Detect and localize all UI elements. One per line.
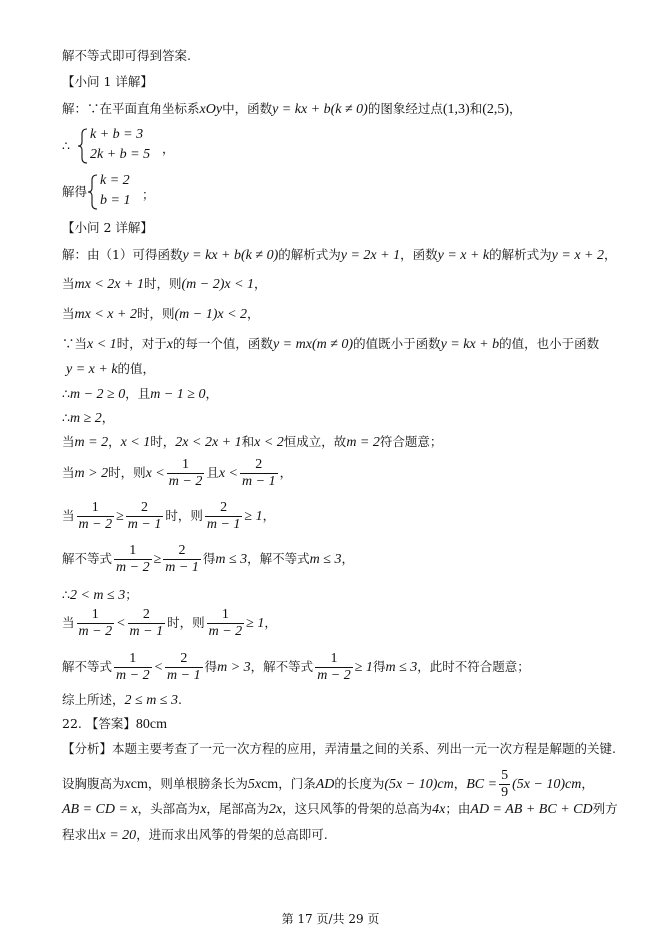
text: 的值，也小于函数 bbox=[499, 336, 600, 351]
math: y = kx + b bbox=[182, 248, 242, 263]
math: 4x bbox=[432, 802, 446, 817]
denominator: m − 1 bbox=[206, 517, 241, 532]
text-line bbox=[62, 246, 617, 265]
math: m = 2 bbox=[346, 435, 380, 450]
math: y = mx bbox=[272, 337, 312, 352]
math: x < bbox=[145, 466, 165, 481]
text: 中，函数 bbox=[222, 101, 273, 116]
text: 当 bbox=[62, 508, 75, 523]
math: (k ≠ 0) bbox=[241, 248, 279, 263]
denominator: m − 2 bbox=[78, 517, 113, 532]
math: (1,3) bbox=[442, 102, 470, 117]
math: ≥ 1 bbox=[354, 660, 373, 675]
numerator: 5 bbox=[501, 768, 509, 783]
text: 【分析】本题主要考查了一元一次方程的应用，弄清量之间的关系、列出一元一次方程是解题的关键. bbox=[62, 741, 616, 756]
text: 时，则 bbox=[108, 465, 146, 480]
text-line bbox=[62, 100, 522, 119]
denominator: m − 1 bbox=[242, 474, 276, 489]
fraction bbox=[114, 543, 152, 576]
text: 解：∵在平面直角坐标系 bbox=[62, 101, 200, 116]
text: ， bbox=[108, 434, 121, 449]
text: 得 bbox=[204, 659, 218, 674]
fraction bbox=[167, 457, 205, 490]
numerator: 1 bbox=[114, 651, 152, 668]
math: (5x − 10)cm bbox=[384, 777, 454, 792]
text: ， bbox=[247, 306, 260, 321]
denominator: m − 1 bbox=[167, 668, 201, 683]
text: 和 bbox=[241, 434, 255, 449]
math: mx < 2x + 1 bbox=[74, 277, 144, 292]
text: ， bbox=[264, 615, 277, 630]
text-line bbox=[62, 800, 618, 819]
denominator: m − 2 bbox=[78, 624, 113, 639]
text: 当 bbox=[62, 615, 75, 630]
numerator: 1 bbox=[167, 457, 205, 474]
text: 解：由（1）可得函数 bbox=[62, 247, 183, 262]
text-line bbox=[62, 275, 267, 294]
text-line bbox=[62, 651, 530, 684]
unit: cm bbox=[130, 777, 148, 792]
solution-system bbox=[62, 172, 262, 212]
math: ≥ 1 bbox=[246, 616, 265, 631]
text: ， bbox=[205, 386, 218, 401]
math: y = x + k bbox=[66, 362, 118, 377]
equation: k = 2 bbox=[100, 173, 130, 188]
equation: k + b = 3 bbox=[90, 127, 144, 142]
text: 时，则 bbox=[165, 508, 203, 523]
text: . bbox=[178, 692, 182, 707]
math: 5x bbox=[247, 777, 262, 792]
numerator: 2 bbox=[240, 457, 278, 474]
text-line bbox=[62, 335, 599, 354]
text: 列方 bbox=[592, 801, 618, 816]
fraction bbox=[315, 651, 353, 684]
equation-system bbox=[62, 126, 262, 166]
text: 的解析式为 bbox=[278, 247, 341, 262]
fraction bbox=[499, 768, 510, 801]
text: 解不等式 bbox=[62, 659, 113, 674]
denominator: m − 2 bbox=[317, 668, 351, 683]
section-heading-q2 bbox=[62, 219, 153, 237]
math: m ≤ 3 bbox=[385, 660, 418, 675]
math: ≥ 1 bbox=[244, 509, 263, 524]
math: AD = AB + BC + CD bbox=[470, 802, 593, 817]
text: 得 bbox=[372, 659, 386, 674]
math: 2x < 2x + 1 bbox=[175, 435, 242, 450]
page-number-footer: 第 17 页/共 29 页 bbox=[281, 912, 380, 926]
equation: 2k + b = 5 bbox=[90, 147, 151, 162]
therefore-symbol: ∴ bbox=[62, 386, 70, 401]
text: ， bbox=[509, 101, 522, 116]
math: xOy bbox=[199, 102, 223, 117]
text: 解不等式 bbox=[62, 551, 113, 566]
text: ， bbox=[162, 141, 175, 156]
math: (5x − 10)cm bbox=[512, 777, 582, 792]
math: m ≥ 2 bbox=[69, 411, 102, 426]
fraction bbox=[77, 500, 115, 533]
answer-line bbox=[62, 715, 167, 734]
text: ， bbox=[101, 410, 115, 425]
text-line bbox=[62, 385, 218, 404]
math: y = kx + b bbox=[272, 102, 331, 117]
fraction bbox=[205, 500, 243, 533]
text: 综上所述， bbox=[62, 692, 125, 707]
text: 得 bbox=[202, 551, 216, 566]
math: m − 1 ≥ 0 bbox=[150, 387, 206, 402]
numerator: 2 bbox=[165, 651, 203, 668]
text-line bbox=[62, 433, 442, 452]
math: y = x + 2 bbox=[551, 248, 604, 263]
brace-icon bbox=[88, 174, 98, 210]
denominator: m − 2 bbox=[208, 624, 243, 639]
text-line bbox=[62, 691, 182, 710]
section-heading-q1 bbox=[62, 73, 153, 91]
text: ，则单根膀条长为 bbox=[147, 776, 248, 791]
text: 当 bbox=[62, 465, 75, 480]
numerator: 1 bbox=[315, 651, 353, 668]
math: m > 2 bbox=[74, 466, 109, 481]
fraction bbox=[207, 607, 245, 640]
therefore-symbol: ∴ bbox=[62, 410, 70, 425]
sentence: 解不等式即可得到答案. bbox=[62, 48, 191, 63]
text-line bbox=[62, 826, 328, 845]
denominator: m − 1 bbox=[129, 624, 164, 639]
text: ，头部高为 bbox=[137, 801, 201, 816]
numerator: 1 bbox=[207, 607, 245, 624]
text: ， bbox=[604, 247, 617, 262]
fraction bbox=[240, 457, 278, 490]
math: ≥ bbox=[116, 509, 124, 524]
text: ，解不等式 bbox=[247, 551, 310, 566]
heading-text: 【小问 1 详解】 bbox=[62, 74, 153, 89]
text-line bbox=[62, 768, 594, 801]
text: ，函数 bbox=[400, 247, 438, 262]
fraction bbox=[163, 543, 201, 576]
text: ； bbox=[142, 187, 155, 202]
text: 且 bbox=[206, 465, 219, 480]
text: 22. 【答案】 bbox=[62, 716, 136, 731]
text: 时，则 bbox=[167, 615, 205, 630]
equation: b = 1 bbox=[100, 193, 131, 208]
math: y = kx + b bbox=[440, 337, 500, 352]
text: 的每一个值，函数 bbox=[172, 336, 273, 351]
analysis-line bbox=[62, 740, 616, 758]
text: 的值既小于函数 bbox=[353, 336, 441, 351]
text: ， bbox=[254, 276, 267, 291]
numerator: 2 bbox=[205, 500, 243, 517]
text: 的解析式为 bbox=[489, 247, 552, 262]
text: 和 bbox=[469, 101, 483, 116]
therefore-symbol: ∴ bbox=[62, 587, 70, 602]
text: 程求出 bbox=[62, 827, 100, 842]
text-line bbox=[62, 586, 138, 605]
math: ≥ bbox=[153, 552, 162, 567]
text-line bbox=[62, 409, 114, 428]
math: mx < x + 2 bbox=[74, 307, 137, 322]
text: ，尾部高为 bbox=[206, 801, 269, 816]
text-line bbox=[62, 500, 275, 533]
fraction bbox=[114, 651, 152, 684]
math: (m − 1)x < 2 bbox=[174, 307, 248, 322]
text: 设胸腹高为 bbox=[62, 776, 125, 791]
text: ∵当 bbox=[62, 336, 88, 351]
text: ，门条 bbox=[278, 776, 316, 791]
therefore-symbol: ∴ bbox=[62, 138, 70, 153]
numerator: 1 bbox=[114, 543, 152, 560]
math: x < 2 bbox=[254, 435, 284, 450]
math: AB = CD = x bbox=[62, 802, 138, 817]
text: ， bbox=[279, 465, 293, 480]
math: m ≤ 3 bbox=[309, 552, 342, 567]
numerator: 2 bbox=[126, 500, 164, 517]
text: ，且 bbox=[125, 386, 151, 401]
text-line bbox=[62, 305, 260, 324]
numerator: 1 bbox=[77, 607, 115, 624]
text: 的图象经过点 bbox=[367, 101, 443, 116]
math: 2x bbox=[268, 802, 283, 817]
fraction bbox=[77, 607, 115, 640]
text: 的值， bbox=[117, 361, 156, 376]
text-line bbox=[66, 360, 155, 379]
text: 当 bbox=[62, 306, 75, 321]
text: ，此时不符合题意； bbox=[417, 659, 530, 674]
math: x < 1 bbox=[120, 435, 151, 450]
text: 当 bbox=[62, 434, 75, 449]
text: 时，对于 bbox=[116, 336, 167, 351]
math: m > 3 bbox=[217, 660, 251, 675]
denominator: m − 2 bbox=[168, 474, 203, 489]
denominator: 9 bbox=[501, 785, 509, 800]
math: < bbox=[153, 660, 164, 675]
denominator: m − 1 bbox=[165, 560, 199, 575]
numerator: 1 bbox=[77, 500, 115, 517]
text: ；由 bbox=[445, 801, 471, 816]
text: 时， bbox=[150, 434, 176, 449]
text-line bbox=[62, 457, 292, 490]
math: (m ≠ 0) bbox=[311, 337, 354, 352]
math: m − 2 ≥ 0 bbox=[69, 387, 126, 402]
math: x bbox=[200, 802, 207, 817]
denominator: m − 2 bbox=[116, 668, 150, 683]
math: (k ≠ 0) bbox=[330, 102, 368, 117]
text: 时，则 bbox=[136, 306, 175, 321]
math: BC = bbox=[466, 777, 498, 792]
fraction bbox=[165, 651, 203, 684]
math: y = 2x + 1 bbox=[340, 248, 401, 263]
math: (m − 2)x < 1 bbox=[181, 277, 255, 292]
text: ，这只风筝的骨架的总高为 bbox=[282, 801, 433, 816]
math: AD bbox=[315, 777, 335, 792]
text: ， bbox=[262, 508, 276, 523]
text: 的长度为 bbox=[334, 776, 385, 791]
text: 恒成立，故 bbox=[283, 434, 347, 449]
denominator: m − 1 bbox=[127, 517, 162, 532]
text: 符合题意； bbox=[379, 434, 443, 449]
numerator: 2 bbox=[128, 607, 166, 624]
math: x < 1 bbox=[87, 337, 117, 352]
math: < bbox=[116, 616, 126, 631]
denominator: m − 2 bbox=[116, 560, 150, 575]
fraction bbox=[128, 607, 166, 640]
text: ， bbox=[581, 776, 594, 791]
text: ； bbox=[125, 587, 138, 602]
fraction bbox=[126, 500, 164, 533]
math: m = 2 bbox=[74, 435, 109, 450]
brace-icon bbox=[78, 128, 88, 164]
math: 2 < m ≤ 3 bbox=[69, 588, 126, 603]
unit: cm bbox=[261, 777, 279, 792]
text-line bbox=[62, 47, 191, 65]
heading-text: 【小问 2 详解】 bbox=[62, 220, 153, 235]
math: x bbox=[124, 777, 131, 792]
text: 当 bbox=[62, 276, 75, 291]
math: 2 ≤ m ≤ 3 bbox=[124, 693, 178, 708]
text: 时，则 bbox=[143, 276, 182, 291]
math: x = 20 bbox=[99, 828, 137, 843]
text: 解得 bbox=[62, 184, 88, 199]
math: x < bbox=[218, 466, 239, 481]
math: x bbox=[166, 337, 173, 352]
math: y = x + k bbox=[437, 248, 490, 263]
text: ，进而求出风筝的骨架的总高即可. bbox=[136, 827, 328, 842]
text: ， bbox=[341, 551, 354, 566]
math: m ≤ 3 bbox=[215, 552, 248, 567]
numerator: 2 bbox=[163, 543, 201, 560]
text-line bbox=[62, 607, 277, 640]
answer-value: 80cm bbox=[135, 717, 167, 732]
text: ， bbox=[453, 776, 467, 791]
text: ，解不等式 bbox=[250, 659, 314, 674]
math: (2,5) bbox=[482, 102, 510, 117]
text-line bbox=[62, 543, 354, 576]
